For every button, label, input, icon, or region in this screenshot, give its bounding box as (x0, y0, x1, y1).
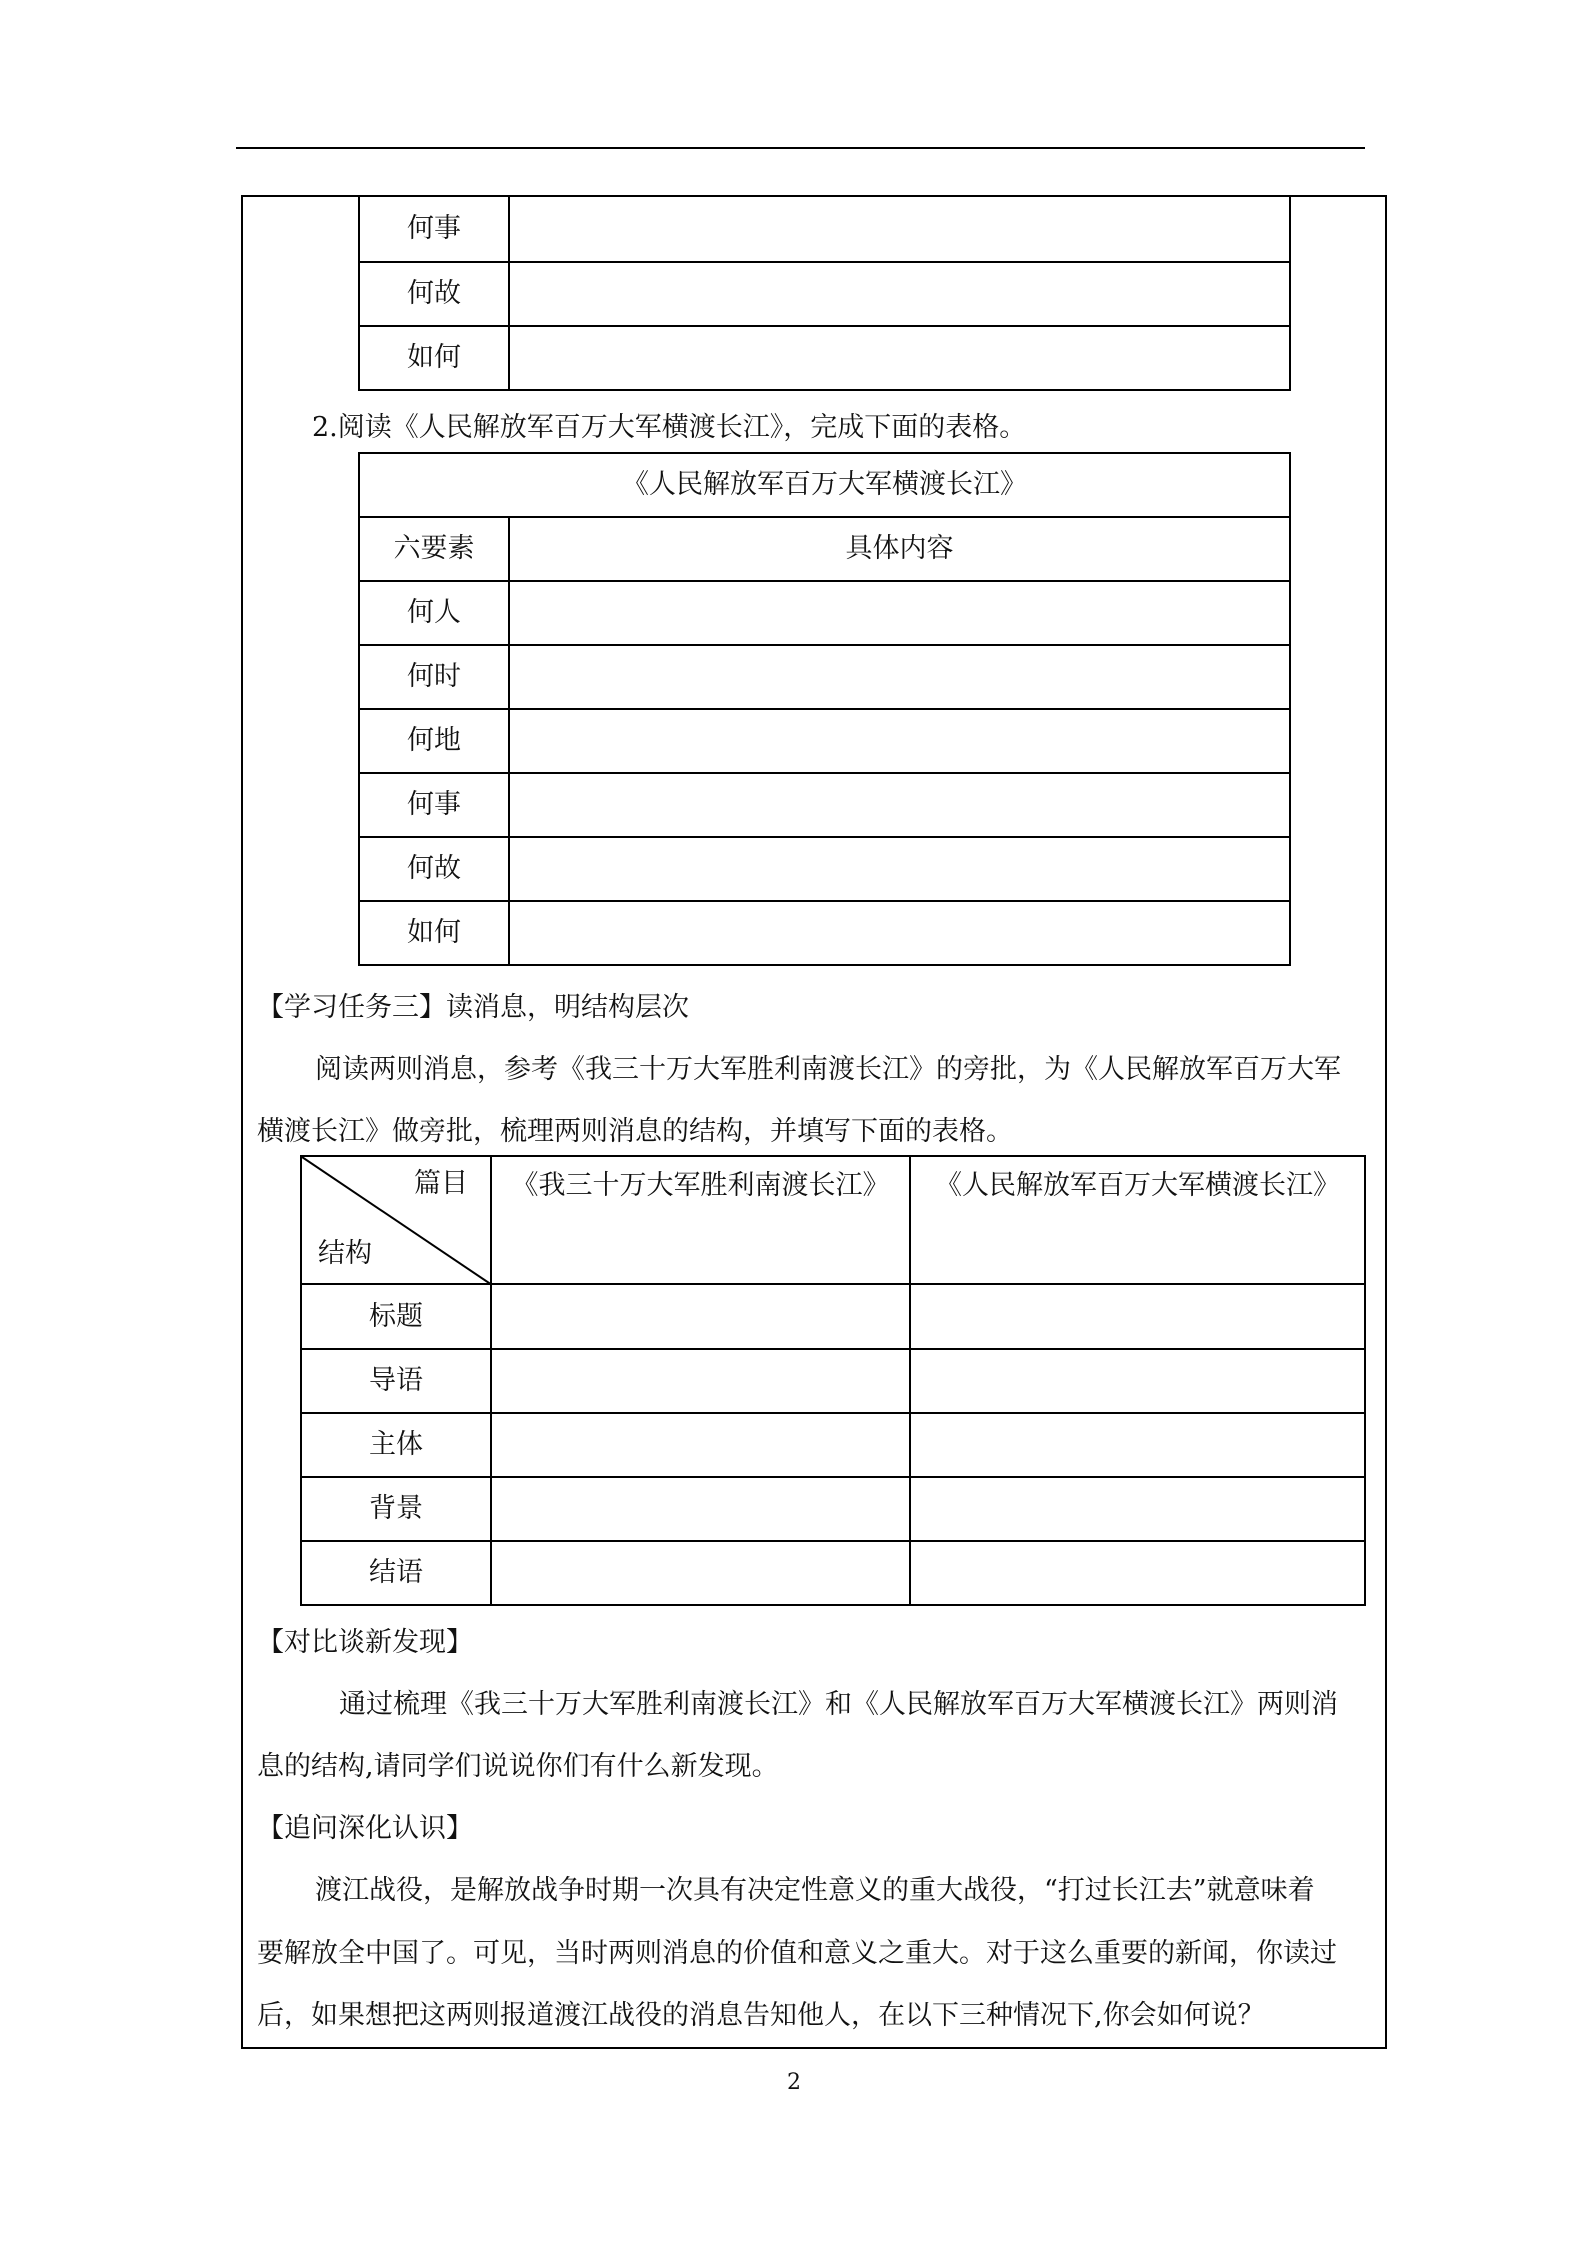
row-label: 何人 (359, 581, 509, 645)
answer-cell[interactable] (491, 1477, 910, 1541)
table-row (359, 773, 1290, 837)
answer-cell[interactable] (491, 1284, 910, 1349)
table-row (359, 581, 1290, 645)
row-label: 主体 (301, 1413, 491, 1477)
answer-cell[interactable] (509, 645, 1290, 709)
answer-cell[interactable] (910, 1477, 1365, 1541)
table-row (301, 1477, 1365, 1541)
table-row (301, 1284, 1365, 1349)
table-row (359, 326, 1290, 390)
task3-paragraph-line2: 横渡长江》做旁批，梳理两则消息的结构，并填写下面的表格。 (257, 1116, 1013, 1147)
answer-cell[interactable] (509, 837, 1290, 901)
table-row (359, 901, 1290, 965)
table-row (301, 1349, 1365, 1413)
answer-cell[interactable] (910, 1284, 1365, 1349)
table-row (301, 1413, 1365, 1477)
diagonal-header-cell (301, 1156, 491, 1284)
table-row (359, 645, 1290, 709)
structure-table (300, 1155, 1366, 1606)
item-2-instruction: 2.阅读《人民解放军百万大军横渡长江》，完成下面的表格。 (312, 412, 1027, 443)
followup-line3: 后，如果想把这两则报道渡江战役的消息告知他人，在以下三种情况下,你会如何说？ (257, 2000, 1265, 2031)
table-row (359, 837, 1290, 901)
row-label: 结语 (301, 1541, 491, 1605)
compare-heading: 【对比谈新发现】 (257, 1627, 473, 1658)
content-frame (241, 195, 1387, 2049)
compare-line1: 通过梳理《我三十万大军胜利南渡长江》和《人民解放军百万大军横渡长江》两则消 (339, 1689, 1338, 1720)
answer-cell[interactable] (509, 262, 1290, 326)
answer-cell[interactable] (491, 1413, 910, 1477)
diag-label-title: 篇目 (414, 1168, 468, 1199)
col-header-elements: 六要素 (359, 517, 509, 581)
table-row (359, 709, 1290, 773)
answer-cell[interactable] (509, 709, 1290, 773)
table-title: 《人民解放军百万大军横渡长江》 (359, 453, 1290, 517)
page-number: 2 (787, 2070, 801, 2095)
col-header-content: 具体内容 (509, 517, 1290, 581)
row-label: 何事 (359, 196, 509, 262)
row-label: 何事 (359, 773, 509, 837)
row-label: 导语 (301, 1349, 491, 1413)
row-label: 何故 (359, 837, 509, 901)
row-label: 何故 (359, 262, 509, 326)
answer-cell[interactable] (509, 196, 1290, 262)
task3-paragraph-line1: 阅读两则消息，参考《我三十万大军胜利南渡长江》的旁批，为《人民解放军百万大军 (315, 1054, 1341, 1085)
answer-cell[interactable] (910, 1349, 1365, 1413)
answer-cell[interactable] (509, 326, 1290, 390)
row-label: 何时 (359, 645, 509, 709)
diag-label-structure: 结构 (318, 1238, 372, 1270)
answer-cell[interactable] (910, 1413, 1365, 1477)
row-label: 何地 (359, 709, 509, 773)
col-header-article-1: 《我三十万大军胜利南渡长江》 (491, 1156, 910, 1284)
compare-line2: 息的结构,请同学们说说你们有什么新发现。 (257, 1751, 779, 1782)
six-elements-table-2 (358, 452, 1291, 966)
answer-cell[interactable] (910, 1541, 1365, 1605)
table-row (301, 1541, 1365, 1605)
followup-line1: 渡江战役，是解放战争时期一次具有决定性意义的重大战役，“打过长江去”就意味着 (315, 1875, 1315, 1906)
header-rule (236, 147, 1365, 149)
row-label: 背景 (301, 1477, 491, 1541)
answer-cell[interactable] (509, 901, 1290, 965)
table-row (359, 262, 1290, 326)
answer-cell[interactable] (509, 581, 1290, 645)
row-label: 标题 (301, 1284, 491, 1349)
answer-cell[interactable] (491, 1349, 910, 1413)
task3-heading: 【学习任务三】读消息，明结构层次 (257, 992, 689, 1023)
table-row (359, 196, 1290, 262)
row-label: 如何 (359, 901, 509, 965)
six-elements-table-1 (358, 195, 1291, 391)
answer-cell[interactable] (509, 773, 1290, 837)
answer-cell[interactable] (491, 1541, 910, 1605)
row-label: 如何 (359, 326, 509, 390)
followup-line2: 要解放全中国了。可见，当时两则消息的价值和意义之重大。对于这么重要的新闻，你读过 (257, 1938, 1337, 1969)
followup-heading: 【追问深化认识】 (257, 1813, 473, 1844)
col-header-article-2: 《人民解放军百万大军横渡长江》 (910, 1156, 1365, 1284)
